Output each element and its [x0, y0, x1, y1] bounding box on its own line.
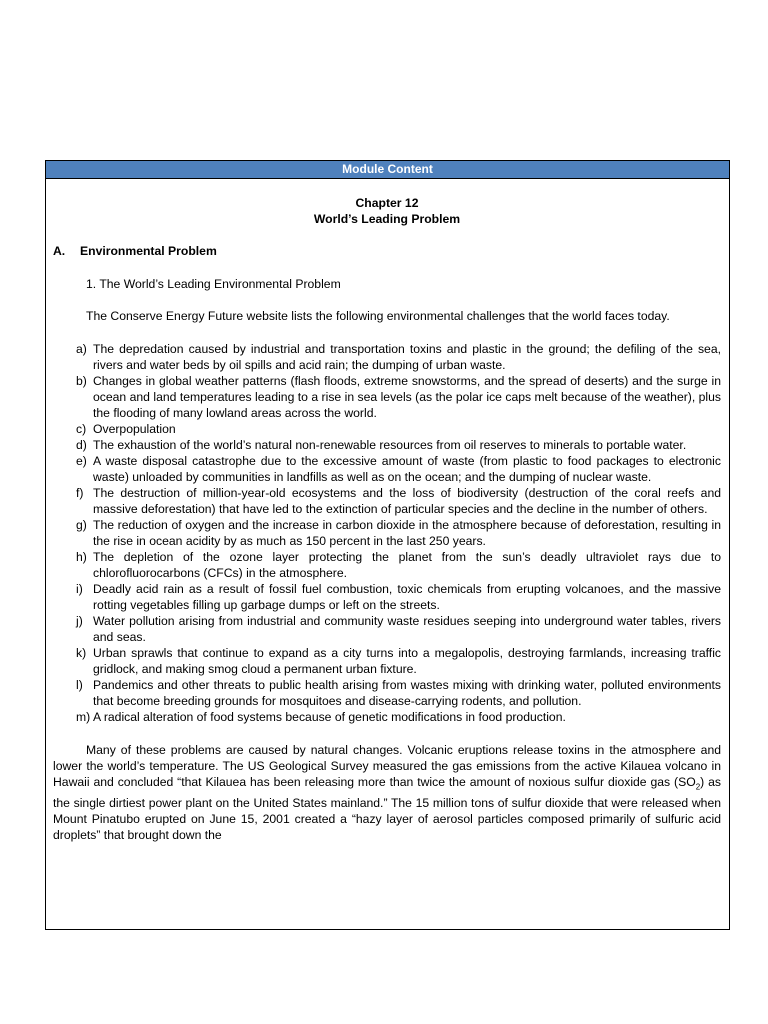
list-item	[76, 709, 721, 725]
list-item	[76, 581, 721, 613]
list-item	[76, 645, 721, 677]
list-marker: e)	[76, 454, 87, 468]
list-marker: d)	[76, 438, 87, 452]
closing-paragraph	[53, 742, 721, 843]
problem-list	[53, 341, 721, 725]
subheading: 1. The World’s Leading Environmental Problem	[86, 277, 341, 291]
list-text: Overpopulation	[93, 422, 176, 436]
list-text: Urban sprawls that continue to expand as a city turns into a megalopolis, destroying farmlands, increasing traffic gridlock, and making smog cloud a permanent urban fixture.	[93, 646, 721, 676]
list-text: The depletion of the ozone layer protecting the planet from the sun’s deadly ultraviolet rays due to chlorofluorocarbons (CFCs) in the atmosphere.	[93, 550, 721, 580]
list-text: Water pollution arising from industrial and community waste residues seeping into underground water tables, rivers and seas.	[93, 614, 721, 644]
chapter-number: Chapter 12	[355, 196, 419, 210]
list-marker: b)	[76, 374, 87, 388]
list-marker: l)	[76, 678, 83, 692]
list-item	[76, 613, 721, 645]
list-item	[76, 517, 721, 549]
list-item	[76, 453, 721, 485]
section-title: Environmental Problem	[80, 244, 217, 258]
section-heading	[53, 243, 721, 259]
module-body	[46, 195, 729, 843]
list-marker: j)	[76, 614, 83, 628]
section-letter: A.	[53, 244, 66, 258]
list-marker: m)	[76, 710, 91, 724]
list-marker: f)	[76, 486, 84, 500]
module-frame	[45, 160, 730, 930]
list-text: The exhaustion of the world’s natural non-renewable resources from oil reserves to minerals to portable water.	[93, 438, 687, 452]
list-item	[76, 677, 721, 709]
list-text: The depredation caused by industrial and transportation toxins and plastic in the ground; the defiling of the sea, rivers and water beds by oil spills and acid rain; the dumping of urban waste.	[93, 342, 721, 372]
closing-text-part2: ) as the single dirtiest power plant on the United States mainland.” The 15 million tons of sulfur dioxide that were released when Mount Pinatubo erupted on June 15, 2001 created a “hazy layer of aerosol particles composed primarily of sulfuric acid droplets” that brought down the	[53, 775, 721, 843]
closing-text-part1: Many of these problems are caused by natural changes. Volcanic eruptions release toxins in the atmosphere and lower the world’s temperature. The US Geological Survey measured the gas emissions from the active Kilauea volcano in Hawaii and concluded “that Kilauea has been releasing more than twice the amount of noxious sulfur dioxide gas (SO	[53, 743, 721, 789]
list-marker: h)	[76, 550, 87, 564]
chapter-heading	[53, 195, 721, 227]
module-content-header: Module Content	[46, 161, 729, 179]
list-item	[76, 485, 721, 517]
list-text: A waste disposal catastrophe due to the excessive amount of waste (from plastic to food packages to electronic waste) unloaded by communities in landfills as well as on the ocean; and the dumping of nuclear waste.	[93, 454, 721, 484]
subscript-2: 2	[695, 782, 701, 792]
list-item	[76, 549, 721, 581]
list-item	[76, 373, 721, 421]
list-text: A radical alteration of food systems because of genetic modifications in food production.	[93, 710, 566, 724]
list-marker: i)	[76, 582, 83, 596]
list-text: Changes in global weather patterns (flash floods, extreme snowstorms, and the spread of deserts) and the surge in ocean and land temperatures leading to a rise in sea levels (as the polar ice caps melt because of the weather), plus the flooding of many lowland areas across the world.	[93, 374, 721, 420]
list-marker: a)	[76, 342, 87, 356]
intro-paragraph: The Conserve Energy Future website lists the following environmental challenges that the world faces today.	[86, 309, 670, 323]
list-text: The reduction of oxygen and the increase in carbon dioxide in the atmosphere because of deforestation, resulting in the rise in ocean acidity by as much as 150 percent in the last 250 years.	[93, 518, 721, 548]
chapter-title: World’s Leading Problem	[313, 212, 461, 226]
list-item	[76, 437, 721, 453]
list-item	[76, 341, 721, 373]
list-text: The destruction of million-year-old ecosystems and the loss of biodiversity (destruction of the coral reefs and massive deforestation) that have led to the extinction of particular species and the decline in the number of others.	[93, 486, 721, 516]
list-marker: g)	[76, 518, 87, 532]
list-text: Deadly acid rain as a result of fossil fuel combustion, toxic chemicals from erupting volcanoes, and the massive rotting vegetables filling up garbage dumps or left on the streets.	[93, 582, 721, 612]
list-marker: k)	[76, 646, 87, 660]
list-text: Pandemics and other threats to public health arising from wastes mixing with drinking water, polluted environments that become breeding grounds for mosquitoes and disease-carrying rodents, and pollution.	[93, 678, 721, 708]
list-item	[76, 421, 721, 437]
list-marker: c)	[76, 422, 87, 436]
